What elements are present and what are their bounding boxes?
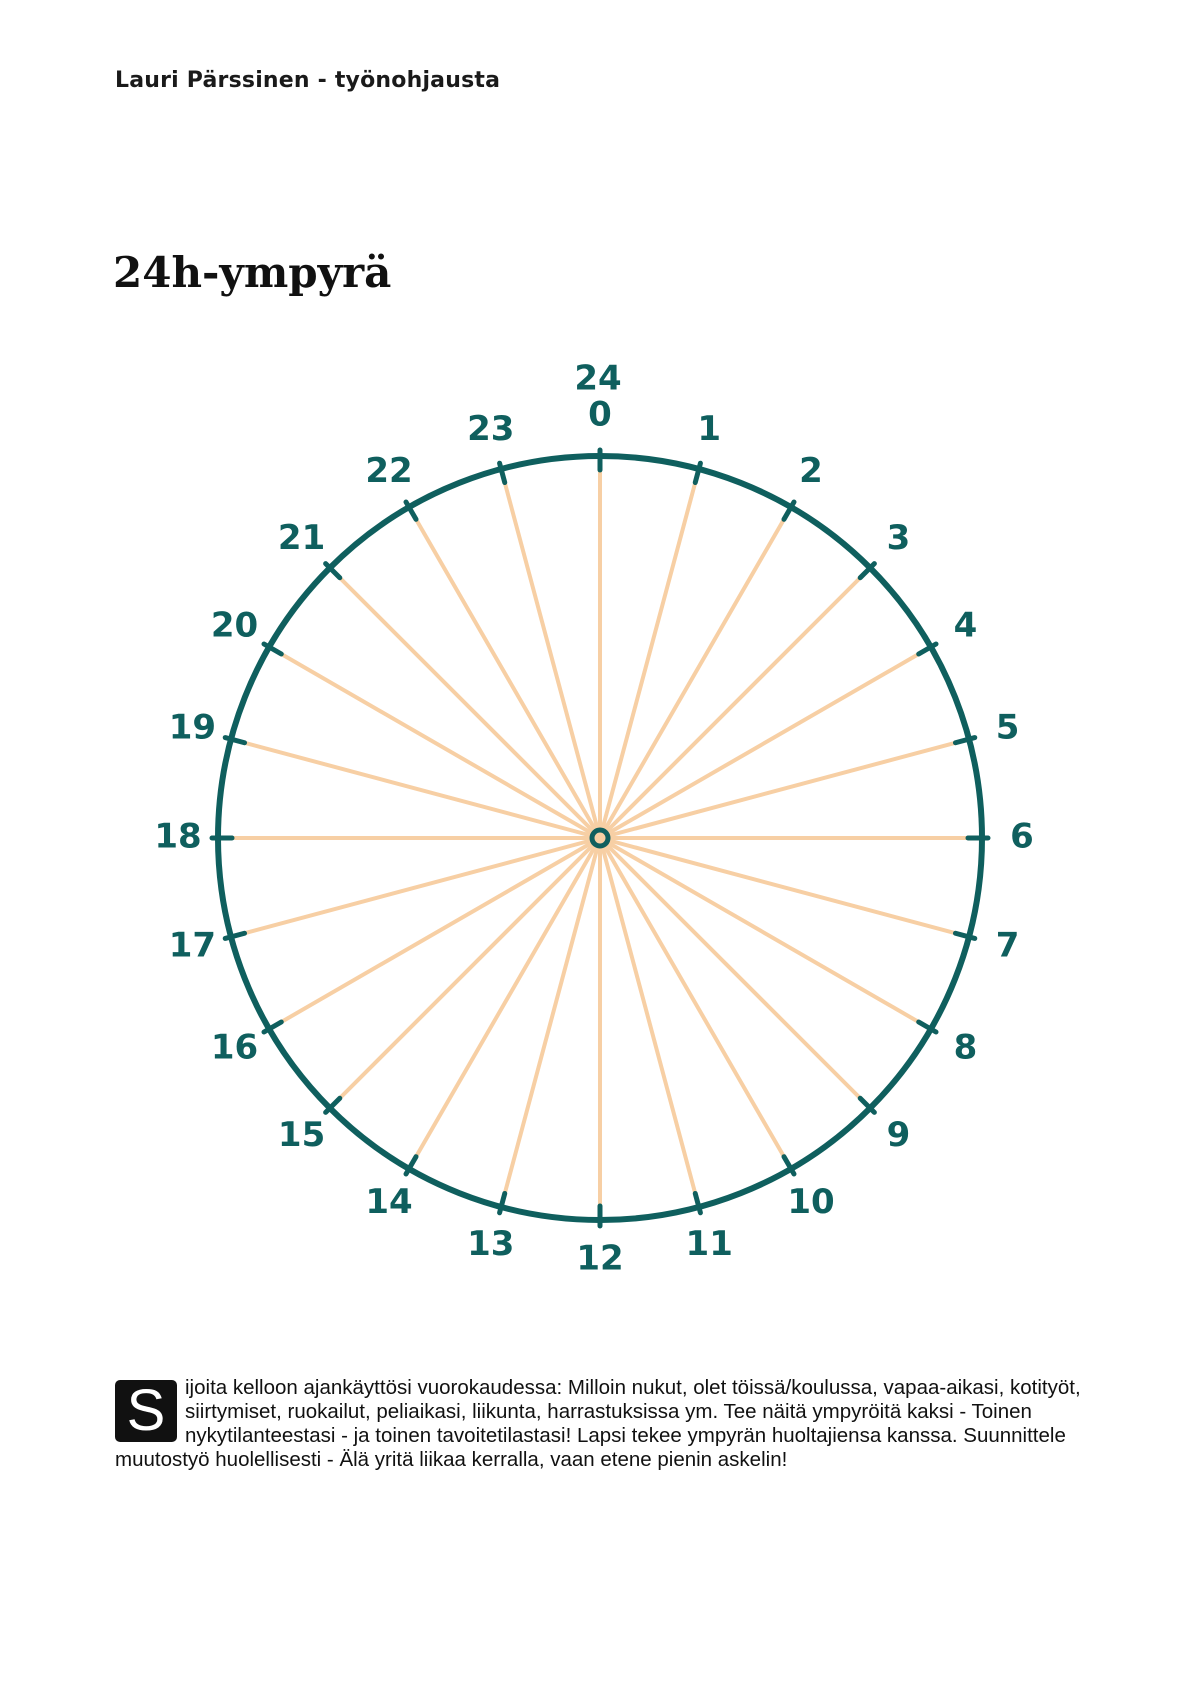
hour-label-11: 11 [685, 1224, 733, 1265]
hour-label-17: 17 [168, 925, 217, 966]
hour-label-4: 4 [953, 605, 978, 646]
hour-label-14: 14 [365, 1181, 413, 1222]
hour-label-21: 21 [277, 518, 326, 559]
spoke-23 [502, 472, 600, 838]
spoke-15 [332, 838, 600, 1106]
instructions-paragraph [115, 1376, 1090, 1472]
hour-label-2: 2 [799, 451, 823, 492]
hour-label-24: 24 [574, 358, 622, 399]
spoke-22 [411, 510, 601, 838]
hour-label-8: 8 [953, 1027, 978, 1068]
hour-label-12: 12 [576, 1238, 624, 1279]
hour-label-3: 3 [886, 518, 911, 559]
spoke-17 [234, 838, 600, 936]
hour-label-6: 6 [1010, 816, 1034, 857]
instructions-text: ijoita kelloon ajankäyttösi vuorokaudessa: Milloin nukut, olet töissä/koulussa, vapaa-aikasi, kotityöt, siirtymiset, ruokailut, peliaikasi, liikunta, harrastuksissa ym. Tee näitä ympyröitä kaksi - Toinen nykytilanteestasi - ja toinen tavoitetilastasi! Lapsi tekee ympyrän huoltajiensa kanssa. Suunnittele muutostyö huolellisesti - Älä yritä liikaa kerralla, vaan etene pienin askelin! [115, 1376, 1081, 1471]
spoke-1 [600, 472, 698, 838]
hour-label-0: 0 [588, 394, 612, 435]
spoke-20 [272, 649, 600, 839]
hour-label-23: 23 [467, 408, 515, 449]
spoke-13 [502, 838, 600, 1204]
hour-label-5: 5 [995, 707, 1020, 748]
hour-label-19: 19 [168, 707, 217, 748]
spoke-8 [600, 838, 928, 1028]
spoke-10 [600, 838, 790, 1166]
hour-label-1: 1 [697, 408, 722, 449]
hour-label-7: 7 [995, 925, 1020, 966]
spoke-9 [600, 838, 868, 1106]
hour-label-20: 20 [210, 605, 259, 646]
hour-label-18: 18 [154, 816, 202, 857]
hour-label-16: 16 [210, 1027, 259, 1068]
spoke-3 [600, 570, 868, 838]
spoke-4 [600, 649, 928, 839]
spoke-14 [411, 838, 601, 1166]
author-header: Lauri Pärssinen - työnohjausta [115, 68, 501, 93]
hour-label-22: 22 [365, 451, 413, 492]
spoke-5 [600, 740, 966, 838]
page-title: 24h-ympyrä [113, 248, 392, 297]
spoke-19 [234, 740, 600, 838]
spoke-7 [600, 838, 966, 936]
spoke-21 [332, 570, 600, 838]
hour-label-9: 9 [886, 1114, 911, 1155]
spoke-16 [272, 838, 600, 1028]
hour-label-10: 10 [787, 1181, 835, 1222]
spoke-2 [600, 510, 790, 838]
drop-cap-letter: S [115, 1380, 177, 1442]
hour-label-13: 13 [467, 1224, 515, 1265]
hour-label-15: 15 [277, 1114, 326, 1155]
spoke-11 [600, 838, 698, 1204]
